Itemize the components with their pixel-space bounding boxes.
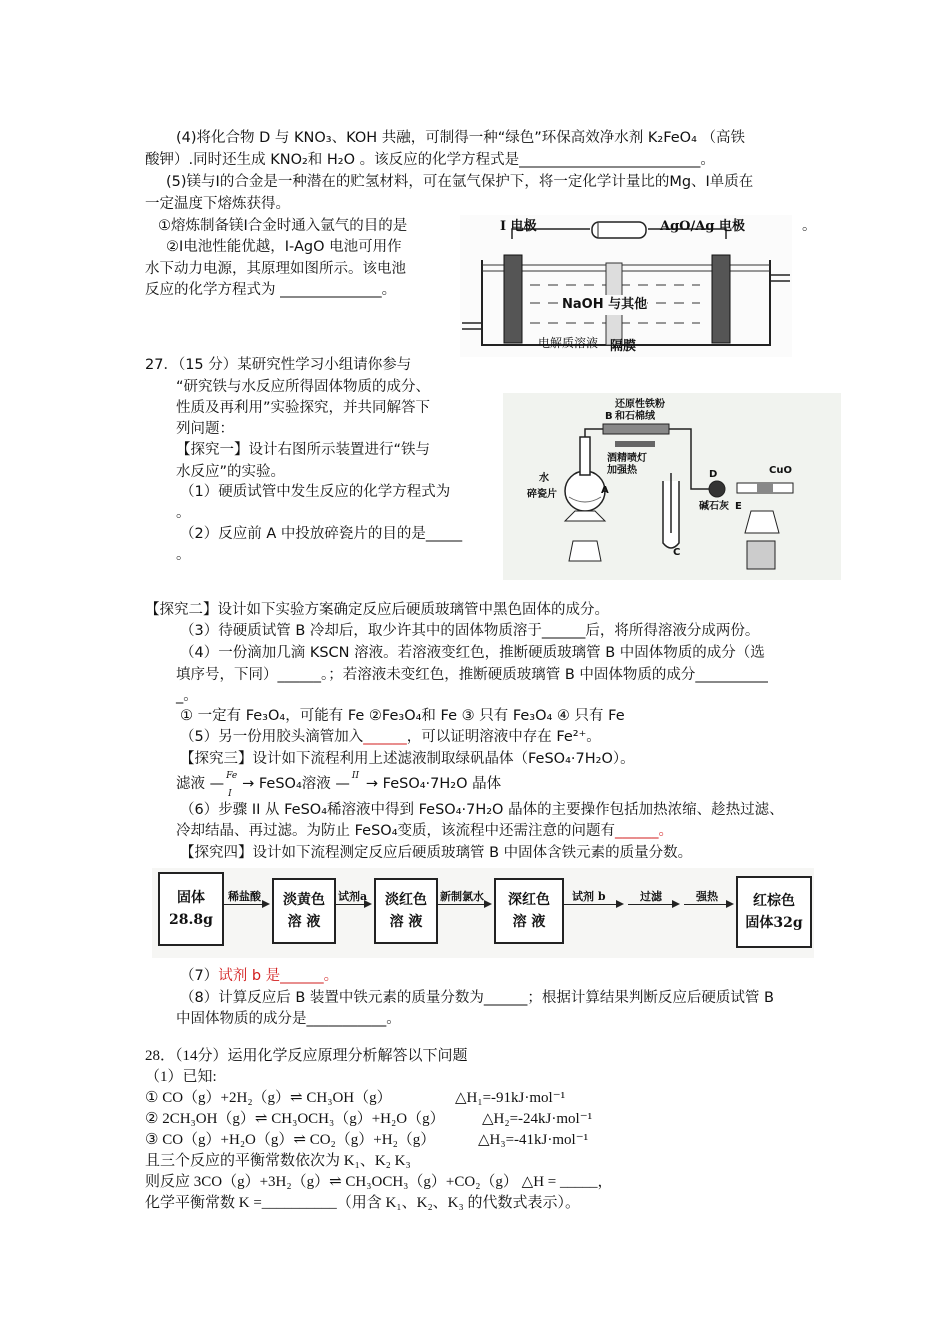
- battery-solution-label: NaOH 与其他: [562, 295, 647, 315]
- label-a: A: [601, 485, 609, 496]
- flow4-arrow5: [628, 904, 678, 905]
- q27-q2-line2: 。: [176, 547, 191, 563]
- battery-membrane-label: 隔膜: [610, 339, 637, 354]
- label-d: D: [709, 469, 718, 480]
- q27-q5-b: ，可以证明溶液中存在 Fe²⁺。: [406, 729, 601, 745]
- q27-q1-line2: 。: [176, 505, 191, 521]
- flow4-box-red-brown: 红棕色 固体32g: [736, 876, 812, 948]
- label-asbestos: 和石棉绒: [615, 411, 655, 422]
- q27-head-line2: “研究铁与水反应所得固体物质的成分、: [176, 379, 431, 395]
- label-soda-lime: 碱石灰: [699, 501, 729, 512]
- q28-line-keq: 化学平衡常数 K =__________（用含 K₁、K₂、K₃ 的代数式表示）。: [145, 1195, 580, 1211]
- flow3-mid: → FeSO₄溶液 —: [242, 776, 350, 792]
- flow4-arrow3-label: 新制氯水: [440, 890, 484, 903]
- flow3-fe: Fe: [226, 771, 238, 781]
- q27-t2: 【探究二】设计如下实验方案确定反应后硬质玻璃管中黑色固体的成分。: [145, 602, 609, 618]
- flow3-ii: II: [351, 771, 360, 781]
- q27-q5-a: （5）另一份用胶头滴管加入: [180, 729, 364, 745]
- q27-q6-line2: [176, 821, 673, 841]
- flow4-arrow6-label: 强热: [696, 890, 718, 903]
- flow4-arrow2: [336, 904, 370, 905]
- q27-q2-line1: （2）反应前 A 中投放碎瓷片的目的是_____: [180, 526, 463, 542]
- q27-q6-line1: （6）步骤 II 从 FeSO₄稀溶液中得到 FeSO₄·7H₂O 晶体的主要操作包括加热浓缩、趁热过滤、: [180, 802, 784, 818]
- flow4-arrow3: [438, 904, 490, 905]
- q26-p5-b3: 反应的化学方程式为 ______________。: [145, 282, 397, 298]
- flow4-box-solid: 固体 28.8g: [158, 872, 224, 946]
- q27-q5: [180, 727, 601, 747]
- iron-mass-flowchart: [152, 868, 814, 958]
- q28-line-k: 且三个反应的平衡常数依次为 K₁、K₂ K₃: [145, 1153, 411, 1169]
- q27-q7-b: 试剂 b 是______。: [218, 968, 339, 984]
- q28-eq2-h: △H₂=-24kJ·mol⁻¹: [482, 1111, 593, 1127]
- q26-p4-line1: (4)将化合物 D 与 KNO₃、KOH 共融，可制得一种“绿色”环保高效净水剂 K₂FeO₄ （高铁: [176, 130, 746, 146]
- flow4-box-pale-yellow: 淡黄色 溶 液: [272, 878, 336, 944]
- label-chips: 碎瓷片: [527, 489, 557, 500]
- q27-q7: [180, 966, 338, 986]
- flow4-arrow4: [564, 904, 622, 905]
- label-e: E: [735, 501, 742, 512]
- q27-q4-line2: 填序号，下同）______。；若溶液未变红色，推断硬质玻璃管 B 中固体物质的成分__________: [176, 667, 768, 683]
- q26-p5-line1: (5)镁与I的合金是一种潜在的贮氢材料，可在氩气保护下，将一定化学计量比的Mg、I单质在: [166, 174, 754, 190]
- q26-p5-line2: 一定温度下熔炼获得。: [145, 196, 290, 212]
- q27-q4-line3: _。: [176, 688, 198, 704]
- battery-bottom-label: 电解质溶液: [538, 336, 599, 350]
- label-water: 水: [539, 473, 549, 484]
- q28-eq3: ③ CO（g）+H₂O（g）⇌ CO₂（g）+H₂（g）: [145, 1132, 436, 1148]
- label-heat: 加强热: [607, 465, 637, 476]
- q27-q1-line1: （1）硬质试管中发生反应的化学方程式为: [180, 484, 451, 500]
- q27-q8-line1: （8）计算反应后 B 装置中铁元素的质量分数为______；根据计算结果判断反应后硬质试管 B: [180, 990, 774, 1006]
- q27-t4: 【探究四】设计如下流程测定反应后硬质玻璃管 B 中固体含铁元素的质量分数。: [180, 845, 693, 861]
- flow3-start: 滤液 —: [176, 776, 225, 792]
- flow4-arrow6: [684, 904, 732, 905]
- q27-options: ① 一定有 Fe₃O₄，可能有 Fe ②Fe₃O₄和 Fe ③ 只有 Fe₃O₄ ④ 只有 Fe: [180, 708, 625, 724]
- q26-p5-b1: ②I电池性能优越，I-AgO 电池可用作: [166, 239, 402, 255]
- q28-eq1-h: △H₁=-91kJ·mol⁻¹: [455, 1090, 566, 1106]
- q27-q7-a: （7）: [180, 968, 219, 984]
- q28-eq2: ② 2CH₃OH（g）⇌ CH₃OCH₃（g）+H₂O（g）: [145, 1111, 445, 1127]
- q27-q6-line2a: 冷却结晶、再过滤。为防止 FeSO₄变质，该流程中还需注意的问题有: [176, 823, 616, 839]
- q27-q4-line1: （4）一份滴加几滴 KSCN 溶液。若溶液变红色，推断硬质玻璃管 B 中固体物质的成分（选: [180, 645, 765, 661]
- label-reducing-iron: 还原性铁粉: [615, 399, 665, 410]
- battery-right-electrode-label: AgO/Ag 电极: [660, 219, 745, 234]
- flow3-end: → FeSO₄·7H₂O 晶体: [365, 776, 502, 792]
- flow4-arrow1: [224, 904, 268, 905]
- q28-sub1: （1）已知:: [145, 1069, 217, 1085]
- q27-t1-line2: 水反应”的实验。: [176, 464, 286, 480]
- q27-head-line4: 列问题：: [176, 421, 234, 437]
- q27-head-line3: 性质及再利用”实验探究，并共同解答下: [176, 400, 431, 416]
- q27-t1-line1: 【探究一】设计右图所示装置进行“铁与: [176, 442, 431, 458]
- label-b: B: [605, 411, 613, 422]
- q28-eq3-h: △H₃=-41kJ·mol⁻¹: [478, 1132, 589, 1148]
- flow4-arrow2-label: 试剂a: [338, 890, 368, 903]
- flow4-arrow5-label: 过滤: [640, 890, 662, 903]
- q27-head-line1: 27．（15 分）某研究性学习小组请你参与: [145, 357, 412, 373]
- q27-q5-blank: ______: [363, 729, 407, 745]
- label-cuo: CuO: [769, 465, 792, 476]
- label-lamp: 酒精喷灯: [607, 453, 647, 464]
- q26-p5-b2: 水下动力电源，其原理如图所示。该电池: [145, 261, 406, 277]
- q28-eq1: ① CO（g）+2H₂（g）⇌ CH₃OH（g）: [145, 1090, 392, 1106]
- flow4-box-pale-red: 淡红色 溶 液: [374, 878, 438, 944]
- q28-head: 28．（14分）运用化学反应原理分析解答以下问题: [145, 1048, 468, 1064]
- q27-q8-line2: 中固体物质的成分是___________。: [176, 1011, 401, 1027]
- flow4-arrow4-label: 试剂 b: [572, 890, 606, 903]
- q26-p5-a: ①熔炼制备镁I合金时通入氩气的目的是: [158, 218, 408, 234]
- q27-flow3: [176, 771, 502, 799]
- label-c: C: [673, 547, 681, 558]
- flow4-box-deep-red: 深红色 溶 液: [494, 878, 564, 944]
- q28-line-rxn: 则反应 3CO（g）+3H₂（g）⇌ CH₃OCH₃（g）+CO₂（g） △H = _____，: [145, 1174, 613, 1190]
- battery-left-electrode-label: I 电极: [500, 219, 537, 234]
- flow3-i: I: [228, 789, 232, 799]
- flow4-arrow1-label: 稀盐酸: [228, 890, 261, 903]
- battery-diagram: [460, 215, 792, 357]
- q26-p5-a-end: 。: [802, 218, 817, 234]
- q27-t3: 【探究三】设计如下流程利用上述滤液制取绿矾晶体（FeSO₄·7H₂O）。: [180, 751, 635, 767]
- q27-q6-blank: ______。: [615, 823, 674, 839]
- iron-water-apparatus: [503, 393, 841, 580]
- q27-q3: （3）待硬质试管 B 冷却后，取少许其中的固体物质溶于______后，将所得溶液分成两份。: [180, 623, 760, 639]
- q26-p4-line2: 酸钾）.同时还生成 KNO₂和 H₂O 。该反应的化学方程式是_________________________。: [145, 152, 715, 168]
